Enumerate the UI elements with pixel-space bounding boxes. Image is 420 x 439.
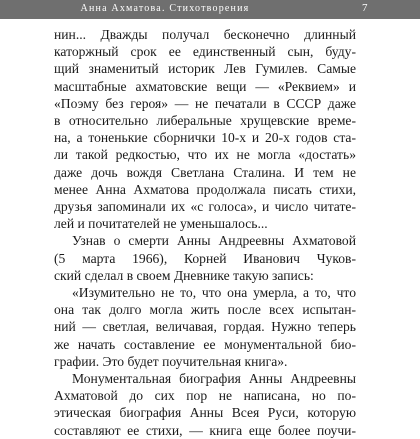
text-line: она так долго могла жить после всех испытан- bbox=[54, 302, 356, 318]
text-line: щий знаменитый историк Лев Гумилев. Самые bbox=[54, 61, 356, 77]
text-line: ний — светлая, величавая, гордая. Нужно теперь bbox=[54, 319, 356, 335]
text-line: Узнав о смерти Анны Андреевны Ахматовой bbox=[72, 233, 356, 249]
text-line: ли такой редкостью, что их не могла «достать» bbox=[54, 147, 356, 163]
text-line: каторжный срок ее единственный сын, буду- bbox=[54, 44, 356, 60]
text-line: менее Анна Ахматова продолжала писать стихи, bbox=[54, 181, 356, 197]
body-text bbox=[54, 26, 356, 439]
text-line: ский сделал в своем Дневнике такую запись: bbox=[54, 267, 314, 283]
text-line: на, а тоненькие сборнички 10-х и 20-х годов ста- bbox=[54, 130, 356, 146]
page-header bbox=[0, 0, 420, 19]
text-line: Ахматовой до сих пор не написана, но по- bbox=[54, 388, 356, 404]
text-line: даже дочь вождя Светлана Сталина. И тем не bbox=[54, 164, 356, 180]
text-line: этическая биография Анны Всея Руси, которую bbox=[54, 405, 356, 421]
text-line: графии. Это будет поучительная книга». bbox=[54, 353, 288, 369]
text-line: «Изумительно не то, что она умерла, а то, что bbox=[72, 285, 356, 301]
text-line: же начать составление ее монументальной био- bbox=[54, 336, 356, 352]
text-line: «Поэму без героя» — не печатали в СССР даже bbox=[54, 95, 356, 111]
running-head: Анна Ахматова. Стихотворения bbox=[80, 3, 250, 14]
text-line: нин... Дважды получал бесконечно длинный bbox=[54, 27, 356, 42]
text-line: составляют ее стихи, — книга еще более поучи- bbox=[54, 422, 356, 438]
text-line: Монументальная биография Анны Андреевны bbox=[72, 371, 356, 387]
page-number: 7 bbox=[362, 2, 368, 14]
text-line: масштабные ахматовские вещи — «Реквием» и bbox=[54, 78, 356, 94]
text-line: друзья запоминали их «с голоса», и число читате- bbox=[54, 199, 356, 215]
text-line: (5 марта 1966), Корней Иванович Чуков- bbox=[54, 250, 356, 266]
text-line: лей и почитателей не уменьшалось... bbox=[54, 216, 268, 232]
text-line: в относительно либеральные хрущевские време- bbox=[54, 113, 356, 129]
